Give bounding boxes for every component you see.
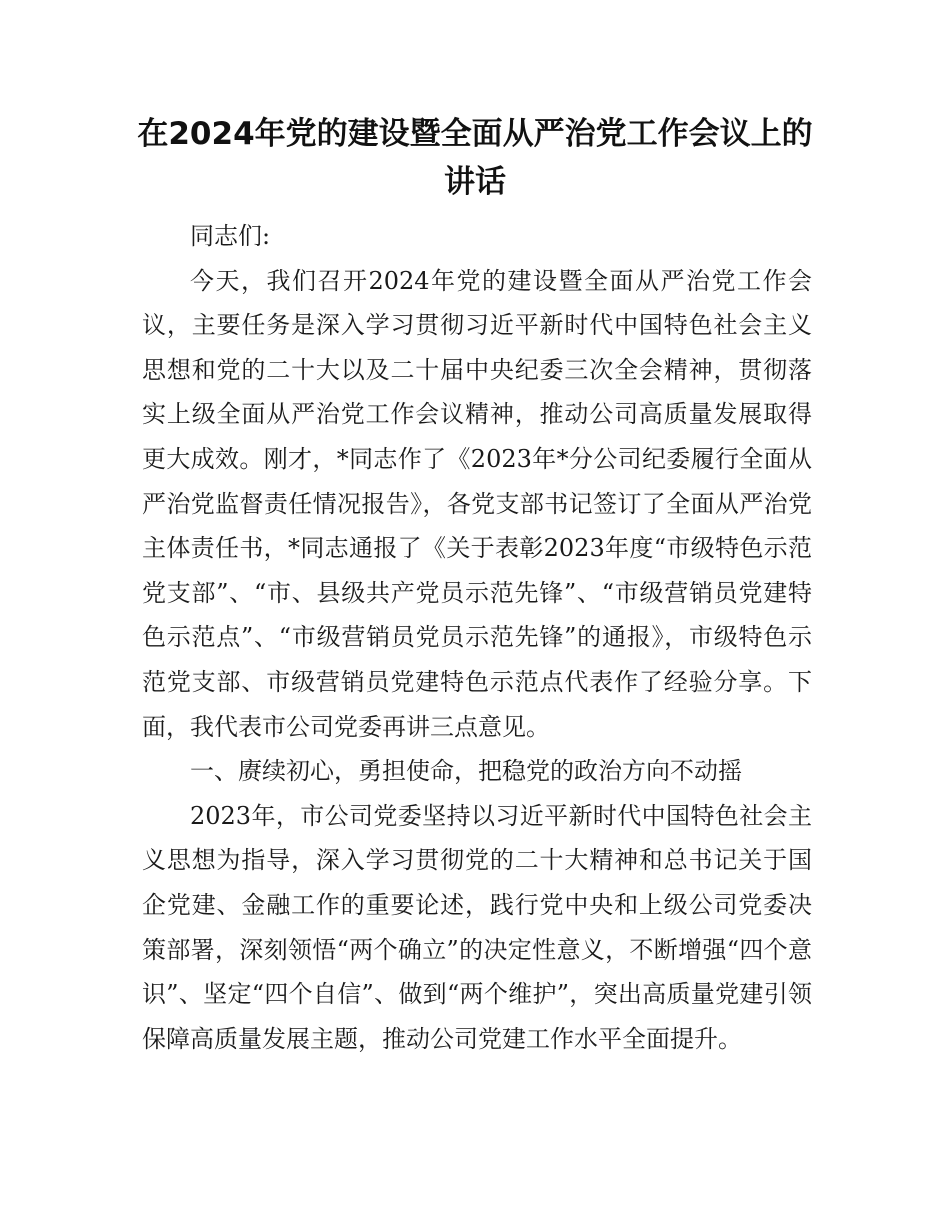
salutation-paragraph: 同志们: <box>190 222 271 250</box>
section-paragraph: 2023年，市公司党委坚持以习近平新时代中国特色社会主义思想为指导，深入学习贯彻党的二十大精神和总书记关于国企党建、金融工作的重要论述，践行党中央和上级公司党委决策部署，深刻领悟“两个确立”的决定性意义，不断增强“四个意识”、坚定“四个自信”、做到“两个维护”，突出高质量党建引领保障高质量发展主题，推动公司党建工作水平全面提升。 <box>142 801 812 1053</box>
opening-paragraph: 今天，我们召开2024年党的建设暨全面从严治党工作会议，主要任务是深入学习贯彻习近平新时代中国特色社会主义思想和党的二十大以及二十届中央纪委三次全会精神，贯彻落实上级全面从严治党工作会议精神，推动公司高质量发展取得更大成效。刚才，*同志作了《2023年*分公司纪委履行全面从严治党监督责任情况报告》，各党支部书记签订了全面从严治党主体责任书，*同志通报了《关于表彰2023年度“市级特色示范党支部”、“市、县级共产党员示范先锋”、“市级营销员党建特色示范点”、“市级营销员党员示范先锋”的通报》，市级特色示范党支部、市级营销员党建特色示范点代表作了经验分享。下面，我代表市公司党委再讲三点意见。 <box>142 266 812 741</box>
document-title: 在2024年党的建设暨全面从严治党工作会议上的讲话 <box>137 116 813 200</box>
section-heading: 一、赓续初心，勇担使命，把稳党的政治方向不动摇 <box>190 757 742 786</box>
document-body <box>142 214 812 1061</box>
